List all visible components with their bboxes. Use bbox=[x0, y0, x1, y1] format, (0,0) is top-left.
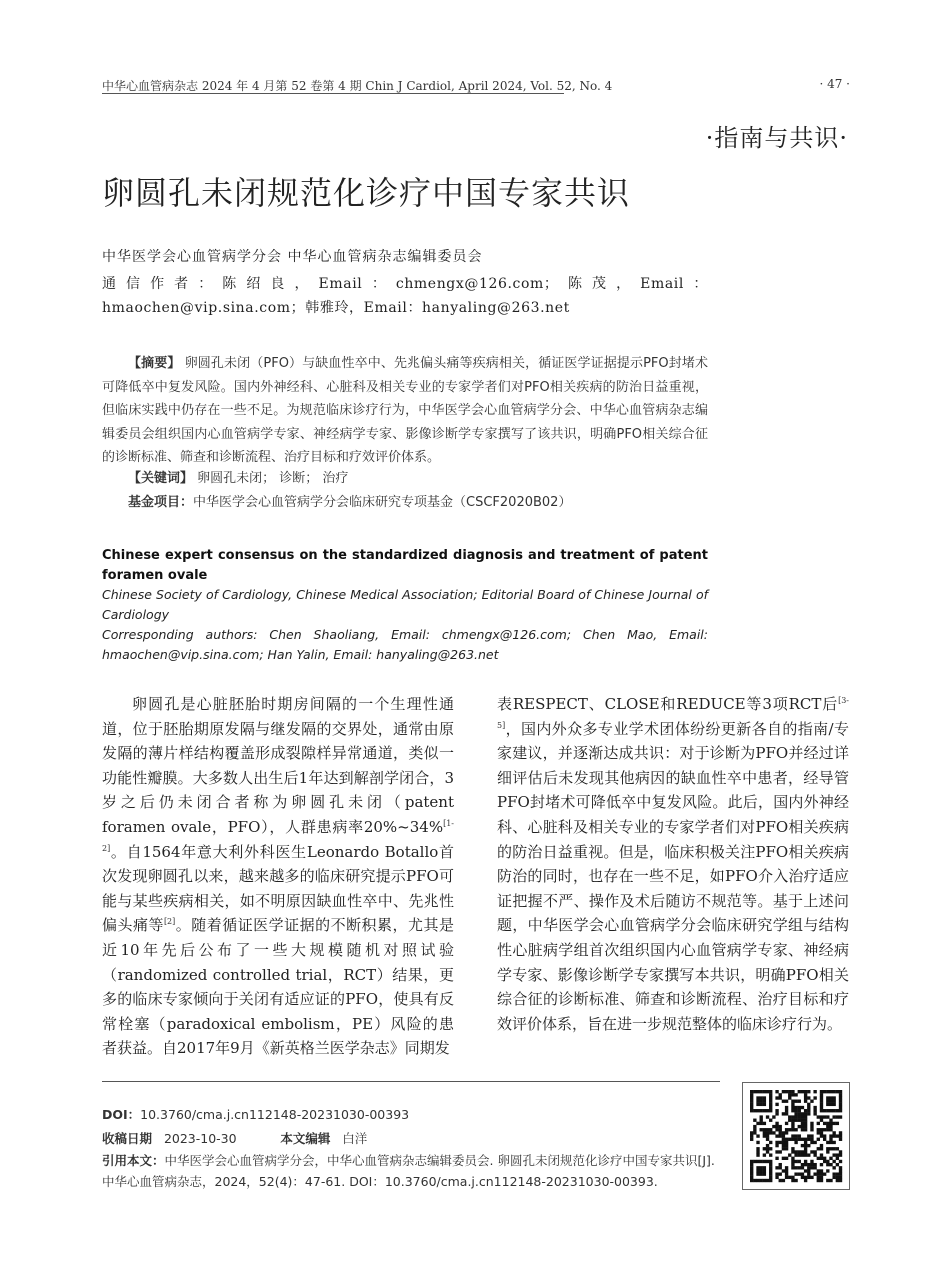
keywords-text: 卵圆孔未闭； 诊断； 治疗 bbox=[193, 471, 349, 486]
english-corresponding: Corresponding authors: Chen Shaoliang, Email: chmengx@126.com; Chen Mao, Email: hmaochen@vip.sina.com; Han Yalin, Email: hanyaling@263.net bbox=[102, 627, 708, 662]
citation-label: 引用本文： bbox=[102, 1153, 165, 1168]
reference-marker[interactable]: [3-5] bbox=[497, 696, 849, 730]
fund-text: 中华医学会心血管病学分会临床研究专项基金（CSCF2020B02） bbox=[193, 495, 572, 510]
body-text: 卵圆孔是心脏胚胎时期房间隔的一个生理性通道，位于胚胎期原发隔与继发隔的交界处，通常由原发隔的薄片样结构覆盖形成裂隙样异常通道，类似一功能性瓣膜。大多数人出生后1年达到解剖学闭合，3岁之后仍未闭合者称为卵圆孔未闭（patent foramen ovale，PFO），人群患病率20%~34% bbox=[102, 695, 454, 836]
page-number: · 47 · bbox=[819, 77, 850, 91]
footer-rule bbox=[102, 1081, 720, 1082]
abstract-text: 卵圆孔未闭（PFO）与缺血性卒中、先兆偏头痛等疾病相关，循证医学证据提示PFO封堵术可降低卒中复发风险。国内外神经科、心脏科及相关专业的专家学者们对PFO相关疾病的防治日益重视，但临床实践中仍存在一些不足。为规范临床诊疗行为，中华医学会心血管病学分会、中华心血管病杂志编辑委员会组织国内心血管病学专家、神经病学专家、影像诊断学专家撰写了该共识，明确PFO相关综合征的诊断标准、筛查和诊断流程、治疗目标和疗效评价体系。 bbox=[102, 356, 708, 465]
doi bbox=[102, 1104, 409, 1125]
fund-label: 基金项目： bbox=[128, 495, 194, 510]
qr-code-icon bbox=[743, 1083, 849, 1189]
keywords bbox=[128, 467, 348, 486]
english-authors: Chinese Society of Cardiology, Chinese Medical Association; Editorial Board of Chinese Journal of Cardiology bbox=[102, 587, 708, 622]
running-head: 中华心血管病杂志 2024 年 4 月第 52 卷第 4 期 Chin J Cardiol, April 2024, Vol. 52, No. 4 bbox=[102, 79, 613, 93]
body-text: 表RESPECT、CLOSE和REDUCE等3项RCT后 bbox=[497, 695, 839, 713]
article-title: 卵圆孔未闭规范化诊疗中国专家共识 bbox=[102, 174, 631, 212]
abstract bbox=[102, 352, 708, 470]
fund bbox=[128, 491, 571, 510]
abstract-label: 【摘要】 bbox=[128, 356, 181, 371]
doi-label: DOI： bbox=[102, 1107, 141, 1122]
editor-label: 本文编辑 bbox=[280, 1131, 331, 1146]
body-column-left bbox=[102, 692, 454, 1061]
body-text: 。随着循证医学证据的不断积累，尤其是近10年先后公布了一些大规模随机对照试验（randomized controlled trial，RCT）结果，更多的临床专家倾向于关闭有适应证的PFO，使具有反常栓塞（paradoxical embolism，PE）风险的患者获益。自2017年9月《新英格兰医学杂志》同期发 bbox=[102, 916, 454, 1058]
received-editor bbox=[102, 1128, 367, 1149]
body-column-right bbox=[497, 692, 849, 1036]
body-text: 。自1564年意大利外科医生Leonardo Botallo首次发现卵圆孔以来，越来越多的临床研究提示PFO可能与某些疾病相关，如不明原因缺血性卒中、先兆性偏头痛等 bbox=[102, 842, 454, 935]
keywords-label: 【关键词】 bbox=[128, 471, 194, 486]
header-rule bbox=[102, 93, 564, 94]
section-tag: ·指南与共识· bbox=[705, 124, 848, 152]
corresponding-authors: 通信作者：陈绍良，Email：chmengx@126.com；陈茂，Email：hmaochen@vip.sina.com；韩雅玲，Email：hanyaling@263.net bbox=[102, 276, 708, 316]
authors: 中华医学会心血管病学分会 中华心血管病杂志编辑委员会 bbox=[102, 249, 483, 265]
body-text: ，国内外众多专业学术团体纷纷更新各自的指南/专家建议，并逐渐达成共识：对于诊断为PFO并经过详细评估后未发现其他病因的缺血性卒中患者，经导管PFO封堵术可降低卒中复发风险。此后，国内外神经科、心脏科及相关专业的专家学者们对PFO相关疾病的防治日益重视。但是，临床积极关注PFO相关疾病防治的同时，也存在一些不足，如PFO介入治疗适应证把握不严、操作及术后随访不规范等。基于上述问题，中华医学会心血管病学分会临床研究学组与结构性心脏病学组首次组织国内心血管病学专家、神经病学专家、影像诊断学专家撰写本共识，明确PFO相关综合征的诊断标准、筛查和诊断流程、治疗目标和疗效评价体系，旨在进一步规范整体的临床诊疗行为。 bbox=[497, 719, 849, 1033]
received-label: 收稿日期 bbox=[102, 1131, 153, 1146]
citation-text: 中华医学会心血管病学分会，中华心血管病杂志编辑委员会. 卵圆孔未闭规范化诊疗中国专家共识[J]. 中华心血管病杂志，2024，52(4)：47-61. DOI：10.3760/cma.j.cn112148-20231030-00393. bbox=[102, 1153, 715, 1189]
citation bbox=[102, 1150, 722, 1192]
reference-marker[interactable]: [1-2] bbox=[102, 818, 454, 853]
doi-link[interactable]: 10.3760/cma.j.cn112148-20231030-00393 bbox=[140, 1107, 410, 1122]
editor-name: 白洋 bbox=[342, 1131, 368, 1146]
reference-marker[interactable]: [2] bbox=[163, 917, 176, 927]
english-title: Chinese expert consensus on the standardized diagnosis and treatment of patent foramen ovale bbox=[102, 548, 708, 583]
qr-code[interactable] bbox=[742, 1082, 850, 1190]
received-date: 2023-10-30 bbox=[163, 1131, 237, 1146]
